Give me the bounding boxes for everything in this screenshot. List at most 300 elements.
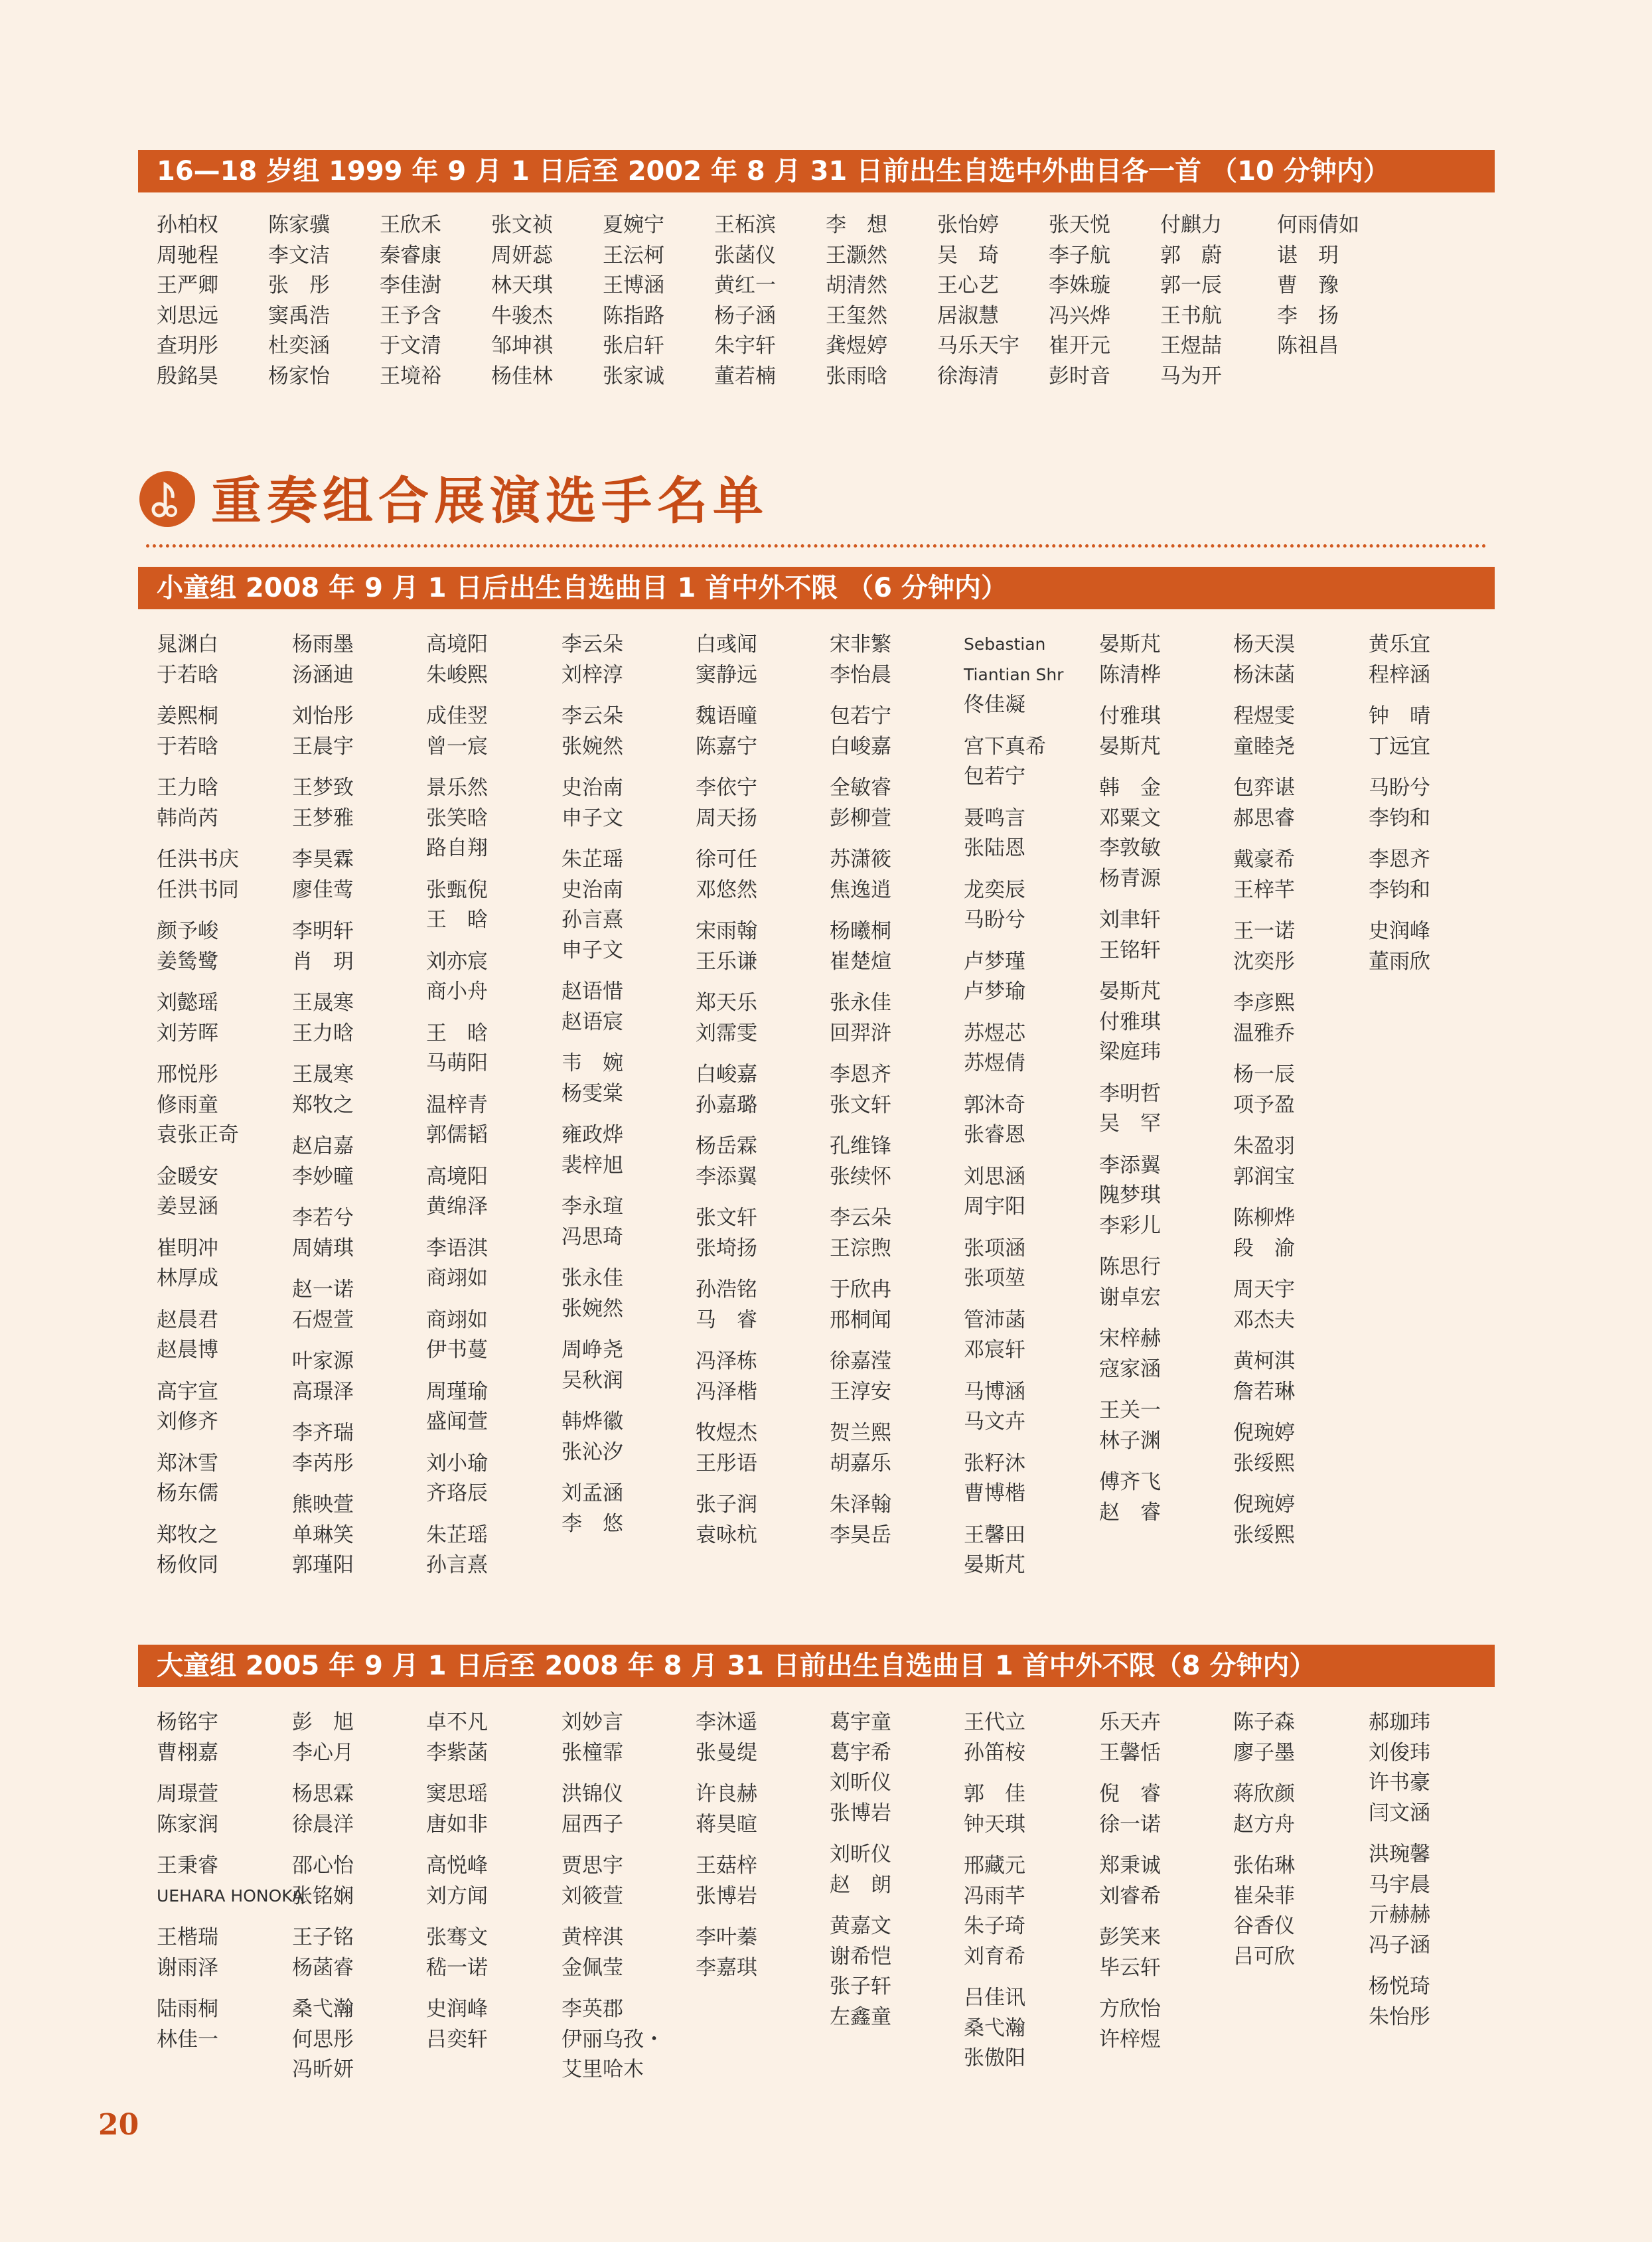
name-entry: 郭儒韬 bbox=[426, 1123, 488, 1147]
name-entry: 倪琬婷 bbox=[1233, 1421, 1295, 1445]
name-entry: 刘梓淳 bbox=[562, 662, 623, 687]
name-entry: 高境阳 bbox=[426, 1164, 488, 1189]
name-entry: 李心月 bbox=[292, 1740, 354, 1765]
name-entry: 商小舟 bbox=[426, 980, 488, 1004]
name-entry: 谢希恺 bbox=[830, 1944, 891, 1969]
name-entry: 张佑琳 bbox=[1233, 1854, 1295, 1878]
name-entry: 刘昕仪 bbox=[830, 1771, 891, 1795]
name-entry: 高境阳 bbox=[426, 633, 488, 656]
name-entry: 廖子墨 bbox=[1233, 1740, 1295, 1765]
name-entry: 王秉睿 bbox=[157, 1854, 218, 1878]
name-entry: 李佳澍 bbox=[380, 273, 441, 297]
name-entry: 肖 玥 bbox=[292, 949, 354, 974]
name-entry: UEHARA HONOKA bbox=[157, 1886, 304, 1906]
name-entry: 张 彤 bbox=[268, 273, 330, 297]
name-entry: 王菇梓 bbox=[696, 1854, 757, 1878]
name-entry: 张绥熙 bbox=[1233, 1451, 1295, 1475]
name-entry: 黄乐宜 bbox=[1369, 633, 1430, 656]
name-entry: 彭 旭 bbox=[292, 1710, 354, 1734]
section1-band: 16—18 岁组 1999 年 9 月 1 日后至 2002 年 8 月 31 日前出生自选中外曲目各一首 （10 分钟内） bbox=[138, 150, 1495, 192]
name-entry: 雍政烨 bbox=[562, 1123, 623, 1147]
name-entry: 赵语惜 bbox=[562, 980, 623, 1004]
name-entry: 夏婉宁 bbox=[603, 213, 664, 237]
name-entry: 杨曦桐 bbox=[830, 919, 891, 943]
name-entry: 吕可欣 bbox=[1233, 1944, 1295, 1969]
name-entry: 王煜喆 bbox=[1160, 334, 1222, 358]
name-entry: 王 晗 bbox=[426, 1021, 488, 1045]
name-entry: 于若晗 bbox=[157, 662, 218, 687]
name-entry: 方欣怡 bbox=[1099, 1997, 1161, 2021]
name-entry: 李添翼 bbox=[696, 1164, 757, 1189]
name-entry: 高宇宣 bbox=[157, 1379, 218, 1404]
name-entry: 黄绵泽 bbox=[426, 1195, 488, 1219]
name-entry: 程煜雯 bbox=[1233, 704, 1295, 728]
name-entry: 钟 晴 bbox=[1369, 704, 1430, 728]
name-entry: 张启轩 bbox=[603, 334, 664, 358]
name-entry: 白彧闻 bbox=[696, 633, 757, 656]
name-entry: 王境裕 bbox=[380, 364, 441, 388]
name-entry: 窦思瑶 bbox=[426, 1782, 488, 1806]
name-entry: 赵 朗 bbox=[830, 1872, 891, 1897]
name-entry: 马乐天宇 bbox=[937, 334, 1019, 358]
name-entry: 卓不凡 bbox=[426, 1710, 488, 1734]
name-entry: 张雨晗 bbox=[826, 364, 887, 388]
name-entry: 刘懿瑶 bbox=[157, 991, 218, 1015]
name-entry: 谢卓宏 bbox=[1099, 1285, 1161, 1309]
name-entry: 白峻嘉 bbox=[696, 1063, 757, 1086]
name-entry: 杨思霖 bbox=[292, 1782, 354, 1806]
name-entry: 邓粟文 bbox=[1099, 806, 1161, 830]
name-entry: 张博岩 bbox=[696, 1884, 757, 1908]
name-entry: 刘聿轩 bbox=[1099, 908, 1161, 932]
name-entry: 刘昕仪 bbox=[830, 1842, 891, 1866]
name-entry: 徐海清 bbox=[937, 364, 999, 388]
name-entry: 聂鸣言 bbox=[964, 806, 1025, 830]
name-entry: 崔明冲 bbox=[157, 1236, 218, 1260]
name-entry: 包弈谌 bbox=[1233, 776, 1295, 800]
name-entry: 郭瑾阳 bbox=[292, 1553, 354, 1577]
name-entry: 丁远宜 bbox=[1369, 734, 1430, 759]
name-entry: 史润峰 bbox=[426, 1997, 488, 2021]
name-entry: 董若楠 bbox=[714, 364, 776, 388]
name-entry: 黄红一 bbox=[714, 273, 776, 297]
name-entry: 朱怡彤 bbox=[1369, 2004, 1430, 2029]
name-entry: 周驰程 bbox=[157, 243, 218, 267]
name-entry: 刘孟涵 bbox=[562, 1481, 623, 1505]
name-entry: 王一诺 bbox=[1233, 919, 1295, 943]
name-entry: 项予盈 bbox=[1233, 1092, 1295, 1117]
name-entry: 吴 罕 bbox=[1099, 1112, 1161, 1136]
name-entry: 陈指路 bbox=[603, 303, 664, 328]
name-entry: 李齐瑞 bbox=[292, 1421, 354, 1445]
name-entry: 艾里哈木 bbox=[562, 2057, 644, 2081]
name-entry: 白峻嘉 bbox=[830, 734, 891, 759]
name-entry: 李 想 bbox=[826, 213, 887, 237]
name-entry: 申子文 bbox=[562, 806, 623, 830]
name-entry: 蒋欣颜 bbox=[1233, 1782, 1295, 1806]
name-entry: 付麒力 bbox=[1160, 213, 1222, 237]
name-entry: 刘筱萱 bbox=[562, 1884, 623, 1908]
name-entry: 张子润 bbox=[696, 1493, 757, 1517]
name-entry: 张文祯 bbox=[491, 213, 553, 237]
name-entry: 马文卉 bbox=[964, 1410, 1025, 1434]
name-entry: 苏煜倩 bbox=[964, 1051, 1025, 1075]
name-entry: 杨家怡 bbox=[268, 364, 330, 388]
name-entry: 张橦霏 bbox=[562, 1740, 623, 1765]
name-entry: 王子铭 bbox=[292, 1925, 354, 1949]
name-entry: 周婧琪 bbox=[292, 1236, 354, 1260]
name-entry: 史治南 bbox=[562, 776, 623, 800]
name-entry: 邵心怡 bbox=[292, 1854, 354, 1878]
name-entry: 佟佳凝 bbox=[964, 693, 1025, 717]
name-entry: 晏斯芃 bbox=[1099, 633, 1161, 656]
name-entry: 毕云轩 bbox=[1099, 1955, 1161, 1980]
name-entry: 孙浩铭 bbox=[696, 1278, 757, 1302]
name-entry: 唐如非 bbox=[426, 1812, 488, 1836]
name-entry: 许梓煜 bbox=[1099, 2027, 1161, 2052]
name-entry: 冯子涵 bbox=[1369, 1933, 1430, 1957]
name-entry: 王力晗 bbox=[292, 1021, 354, 1045]
name-entry: 杨天淏 bbox=[1233, 633, 1295, 656]
name-entry: 李嘉琪 bbox=[696, 1955, 757, 1980]
name-entry: 杨菡睿 bbox=[292, 1955, 354, 1980]
name-entry: 郭 蔚 bbox=[1160, 243, 1222, 267]
name-entry: 邓悠然 bbox=[696, 877, 757, 902]
name-entry: 伊书蔓 bbox=[426, 1338, 488, 1362]
name-entry: 杨攸同 bbox=[157, 1553, 218, 1577]
name-entry: 于若晗 bbox=[157, 734, 218, 759]
name-entry: 邢桐闻 bbox=[830, 1308, 891, 1332]
name-entry: 李云朵 bbox=[562, 633, 623, 656]
name-entry: 杨铭宇 bbox=[157, 1710, 218, 1734]
name-entry: 段 渝 bbox=[1233, 1236, 1295, 1260]
name-entry: 左鑫童 bbox=[830, 2004, 891, 2029]
name-entry: 吕奕轩 bbox=[426, 2027, 488, 2052]
name-entry: 郭 佳 bbox=[964, 1782, 1025, 1806]
name-entry: 刘亦宸 bbox=[426, 949, 488, 974]
name-entry: 杨一辰 bbox=[1233, 1063, 1295, 1086]
name-entry: 吕佳讯 bbox=[964, 1986, 1025, 2010]
name-entry: 韩 金 bbox=[1099, 776, 1161, 800]
name-entry: 晏斯芃 bbox=[964, 1553, 1025, 1577]
name-entry: 郑沐雪 bbox=[157, 1451, 218, 1475]
name-entry: 王玺然 bbox=[826, 303, 887, 328]
name-entry: 曾一宸 bbox=[426, 734, 488, 759]
name-entry: 姜熙桐 bbox=[157, 704, 218, 728]
name-entry: 邓杰夫 bbox=[1233, 1308, 1295, 1332]
name-entry: 李彦熙 bbox=[1233, 991, 1295, 1015]
name-entry: 黄柯淇 bbox=[1233, 1349, 1295, 1373]
name-entry: 张项堃 bbox=[964, 1266, 1025, 1290]
name-entry: 朱峻熙 bbox=[426, 662, 488, 687]
name-entry: 温雅乔 bbox=[1233, 1021, 1295, 1045]
name-entry: 林厚成 bbox=[157, 1266, 218, 1290]
name-entry: 胡清然 bbox=[826, 273, 887, 297]
name-entry: 曹 豫 bbox=[1277, 273, 1339, 297]
page-number: 20 bbox=[98, 2108, 139, 2142]
name-entry: 张陆恩 bbox=[964, 836, 1025, 860]
name-entry: 王梦致 bbox=[292, 776, 354, 800]
name-entry: 修雨童 bbox=[157, 1092, 218, 1117]
name-entry: 李明哲 bbox=[1099, 1081, 1161, 1106]
name-entry: 刘方闻 bbox=[426, 1884, 488, 1908]
name-entry: 彭笑来 bbox=[1099, 1925, 1161, 1949]
name-entry: 张文轩 bbox=[696, 1206, 757, 1230]
name-entry: 冯昕妍 bbox=[292, 2057, 354, 2081]
name-entry: 马盼兮 bbox=[964, 908, 1025, 932]
name-entry: 李依宁 bbox=[696, 776, 757, 800]
name-entry: 张睿恩 bbox=[964, 1123, 1025, 1147]
name-entry: 王博涵 bbox=[603, 273, 664, 297]
name-entry: 桑弋瀚 bbox=[292, 1997, 354, 2021]
name-entry: 马 睿 bbox=[696, 1308, 757, 1332]
name-entry: 包若宁 bbox=[830, 704, 891, 728]
name-entry: 王梦雅 bbox=[292, 806, 354, 830]
name-entry: 郭一辰 bbox=[1160, 273, 1222, 297]
name-entry: 杨岳霖 bbox=[696, 1134, 757, 1158]
name-entry: 王梓芊 bbox=[1233, 877, 1295, 902]
name-entry: 李怡晨 bbox=[830, 662, 891, 687]
name-entry: 李英郡 bbox=[562, 1997, 623, 2021]
name-entry: 孙言熹 bbox=[426, 1553, 488, 1577]
name-entry: 张怡婷 bbox=[937, 213, 999, 237]
name-entry: 郑牧之 bbox=[292, 1092, 354, 1117]
name-entry: 龙奕辰 bbox=[964, 877, 1025, 902]
name-entry: 胡嘉乐 bbox=[830, 1451, 891, 1475]
name-entry: 葛宇希 bbox=[830, 1740, 891, 1765]
name-entry: 李叶蓁 bbox=[696, 1925, 757, 1949]
name-entry: 周璟萱 bbox=[157, 1782, 218, 1806]
name-entry: 戴豪希 bbox=[1233, 848, 1295, 871]
name-entry: 李永瑄 bbox=[562, 1195, 623, 1219]
name-entry: 孙嘉璐 bbox=[696, 1092, 757, 1117]
name-entry: 窦禹浩 bbox=[268, 303, 330, 328]
name-entry: 殷銘昊 bbox=[157, 364, 218, 388]
name-entry: 张笑晗 bbox=[426, 806, 488, 830]
name-entry: 周妍蕊 bbox=[491, 243, 553, 267]
name-entry: 冯雨芊 bbox=[964, 1884, 1025, 1908]
name-entry: 任洪书庆 bbox=[157, 848, 239, 871]
name-entry: 何雨倩如 bbox=[1277, 213, 1359, 237]
name-entry: 崔楚煊 bbox=[830, 949, 891, 974]
name-entry: 魏语曈 bbox=[696, 704, 757, 728]
name-entry: 程梓涵 bbox=[1369, 662, 1430, 687]
name-entry: 杨青源 bbox=[1099, 866, 1161, 891]
name-entry: 卢梦瑜 bbox=[964, 980, 1025, 1004]
name-entry: 赵晨博 bbox=[157, 1338, 218, 1362]
name-entry: 李姝璇 bbox=[1049, 273, 1110, 297]
name-entry: 傅齐飞 bbox=[1099, 1470, 1161, 1494]
name-entry: 商翊如 bbox=[426, 1308, 488, 1332]
name-entry: 付雅琪 bbox=[1099, 704, 1161, 728]
name-entry: 赵方舟 bbox=[1233, 1812, 1295, 1836]
name-entry: 徐可任 bbox=[696, 848, 757, 871]
section2-band: 小童组 2008 年 9 月 1 日后出生自选曲目 1 首中外不限 （6 分钟内） bbox=[138, 567, 1495, 609]
name-entry: 秦睿康 bbox=[380, 243, 441, 267]
name-entry: 商翊如 bbox=[426, 1266, 488, 1290]
name-entry: 叶家源 bbox=[292, 1349, 354, 1373]
name-entry: 龚煜婷 bbox=[826, 334, 887, 358]
name-entry: 曹栩嘉 bbox=[157, 1740, 218, 1765]
name-entry: Sebastian bbox=[964, 635, 1046, 654]
name-entry: 朱芷瑶 bbox=[562, 848, 623, 871]
name-entry: 宋雨翰 bbox=[696, 919, 757, 943]
name-entry: 李明轩 bbox=[292, 919, 354, 943]
name-entry: 刘睿希 bbox=[1099, 1884, 1161, 1908]
name-entry: 苏潇筱 bbox=[830, 848, 891, 871]
name-entry: 晏斯芃 bbox=[1099, 980, 1161, 1004]
name-entry: 赵语宸 bbox=[562, 1009, 623, 1034]
name-entry: 成佳翌 bbox=[426, 704, 488, 728]
name-entry: 晏斯芃 bbox=[1099, 734, 1161, 759]
name-entry: 邢悦彤 bbox=[157, 1063, 218, 1086]
name-entry: 李恩齐 bbox=[830, 1063, 891, 1086]
name-entry: 于欣冉 bbox=[830, 1278, 891, 1302]
section3-band: 大童组 2005 年 9 月 1 日后至 2008 年 8 月 31 日前出生自选曲目 1 首中外不限（8 分钟内） bbox=[138, 1645, 1495, 1687]
name-entry: 倪琬婷 bbox=[1233, 1493, 1295, 1517]
name-entry: 郝思睿 bbox=[1233, 806, 1295, 830]
name-entry: 王晨宇 bbox=[292, 734, 354, 759]
name-entry: 李子航 bbox=[1049, 243, 1110, 267]
name-entry: 张子轩 bbox=[830, 1975, 891, 1998]
name-entry: 马博涵 bbox=[964, 1379, 1025, 1404]
name-entry: 赵晨君 bbox=[157, 1308, 218, 1332]
name-entry: 张永佳 bbox=[830, 991, 891, 1015]
name-entry: 刘小瑜 bbox=[426, 1451, 488, 1475]
name-entry: 吴秋润 bbox=[562, 1368, 623, 1392]
name-entry: 李云朵 bbox=[830, 1206, 891, 1230]
name-entry: 刘思涵 bbox=[964, 1164, 1025, 1189]
name-entry: 崔朵菲 bbox=[1233, 1884, 1295, 1908]
name-entry: 郭沐奇 bbox=[964, 1092, 1025, 1117]
name-entry: 马萌阳 bbox=[426, 1051, 488, 1075]
name-entry: 王馨田 bbox=[964, 1523, 1025, 1547]
name-entry: 郑天乐 bbox=[696, 991, 757, 1015]
name-entry: 张铭娴 bbox=[292, 1884, 354, 1908]
name-entry: 金暖安 bbox=[157, 1164, 218, 1189]
name-entry: 张傲阳 bbox=[964, 2046, 1025, 2070]
name-entry: 孔维锋 bbox=[830, 1134, 891, 1158]
name-entry: 何思彤 bbox=[292, 2027, 354, 2052]
name-entry: 景乐然 bbox=[426, 776, 488, 800]
name-entry: 刘芳晖 bbox=[157, 1021, 218, 1045]
name-entry: 高悦峰 bbox=[426, 1854, 488, 1878]
name-entry: 于文清 bbox=[380, 334, 441, 358]
name-entry: 谌 玥 bbox=[1277, 243, 1339, 267]
name-entry: 黄梓淇 bbox=[562, 1925, 623, 1949]
name-entry: 李恩齐 bbox=[1369, 848, 1430, 871]
name-entry: 付雅琪 bbox=[1099, 1009, 1161, 1034]
name-entry: 孙言熹 bbox=[562, 908, 623, 932]
name-entry: 陈清桦 bbox=[1099, 662, 1161, 687]
name-entry: 路自翔 bbox=[426, 836, 488, 860]
name-entry: 回羿浒 bbox=[830, 1021, 891, 1045]
name-entry: 任洪书同 bbox=[157, 877, 239, 902]
name-entry: 姜鸶鹭 bbox=[157, 949, 218, 974]
name-entry: 周宇阳 bbox=[964, 1195, 1025, 1219]
name-entry: 谷香仪 bbox=[1233, 1914, 1295, 1938]
name-entry: 张绥熙 bbox=[1233, 1523, 1295, 1547]
name-entry: 马为开 bbox=[1160, 364, 1222, 388]
name-entry: 乐天卉 bbox=[1099, 1710, 1161, 1734]
name-entry: 郑牧之 bbox=[157, 1523, 218, 1547]
name-entry: 张永佳 bbox=[562, 1266, 623, 1290]
name-entry: 盛闻萱 bbox=[426, 1410, 488, 1434]
name-entry: 冯泽楷 bbox=[696, 1379, 757, 1404]
name-entry: 洪琬馨 bbox=[1369, 1842, 1430, 1866]
name-entry: 王代立 bbox=[964, 1710, 1025, 1734]
name-entry: 李文洁 bbox=[268, 243, 330, 267]
name-entry: 李昊岳 bbox=[830, 1523, 891, 1547]
name-entry: 张天悦 bbox=[1049, 213, 1110, 237]
name-entry: 石煜萱 bbox=[292, 1308, 354, 1332]
name-entry: 蒋昊暄 bbox=[696, 1812, 757, 1836]
name-entry: 杨雨墨 bbox=[292, 633, 354, 656]
name-entry: 邓宸轩 bbox=[964, 1338, 1025, 1362]
name-entry: 王欣禾 bbox=[380, 213, 441, 237]
name-entry: 隗梦琪 bbox=[1099, 1183, 1161, 1207]
name-entry: 王淙煦 bbox=[830, 1236, 891, 1260]
name-entry: 林天琪 bbox=[491, 273, 553, 297]
name-entry: 刘俊玮 bbox=[1369, 1740, 1430, 1765]
name-entry: 朱子琦 bbox=[964, 1914, 1025, 1938]
name-entry: 刘修齐 bbox=[157, 1410, 218, 1434]
name-entry: 葛宇童 bbox=[830, 1710, 891, 1734]
name-entry: 李紫菡 bbox=[426, 1740, 488, 1765]
name-entry: 汤涵迪 bbox=[292, 662, 354, 687]
name-entry: 周天扬 bbox=[696, 806, 757, 830]
name-entry: 王关一 bbox=[1099, 1398, 1161, 1422]
name-entry: 张博岩 bbox=[830, 1801, 891, 1825]
name-entry: 伊丽乌孜・ bbox=[562, 2027, 664, 2052]
name-entry: 彭时音 bbox=[1049, 364, 1110, 388]
name-entry: 杨沫菡 bbox=[1233, 662, 1295, 687]
name-entry: 李敦敏 bbox=[1099, 836, 1161, 860]
name-entry: 晁渊白 bbox=[157, 633, 218, 656]
name-entry: 邹坤祺 bbox=[491, 334, 553, 358]
name-entry: 李语淇 bbox=[426, 1236, 488, 1260]
name-entry: 张沁汐 bbox=[562, 1440, 623, 1464]
name-entry: 王淳安 bbox=[830, 1379, 891, 1404]
name-entry: 裴梓旭 bbox=[562, 1153, 623, 1177]
name-entry: 包若宁 bbox=[964, 765, 1025, 788]
section-title: 重奏组合展演选手名单 bbox=[211, 471, 769, 530]
name-entry: 陈柳烨 bbox=[1233, 1206, 1295, 1230]
name-entry: 熊映萱 bbox=[292, 1493, 354, 1517]
name-entry: 陈子森 bbox=[1233, 1710, 1295, 1734]
name-entry: 李若兮 bbox=[292, 1206, 354, 1230]
name-entry: Tiantian Shr bbox=[964, 664, 1064, 684]
name-entry: 冯思琦 bbox=[562, 1225, 623, 1249]
name-entry: 陈思行 bbox=[1099, 1255, 1161, 1279]
name-entry: 徐嘉滢 bbox=[830, 1349, 891, 1373]
name-entry: 寇家涵 bbox=[1099, 1357, 1161, 1381]
name-entry: 王铭轩 bbox=[1099, 938, 1161, 962]
name-entry: 张甄倪 bbox=[426, 877, 488, 902]
name-entry: 牧煜杰 bbox=[696, 1421, 757, 1445]
name-entry: 王予含 bbox=[380, 303, 441, 328]
name-entry: 林子渊 bbox=[1099, 1428, 1161, 1453]
name-entry: 陈祖昌 bbox=[1277, 334, 1339, 358]
name-entry: 袁张正奇 bbox=[157, 1123, 239, 1147]
name-entry: 亓赫赫 bbox=[1369, 1903, 1430, 1927]
name-entry: 齐珞辰 bbox=[426, 1481, 488, 1505]
name-entry: 杜奕涵 bbox=[268, 334, 330, 358]
name-entry: 李 悠 bbox=[562, 1511, 623, 1536]
name-entry: 李钧和 bbox=[1369, 806, 1430, 830]
name-entry: 张骞文 bbox=[426, 1925, 488, 1949]
name-entry: 赵 睿 bbox=[1099, 1500, 1161, 1525]
